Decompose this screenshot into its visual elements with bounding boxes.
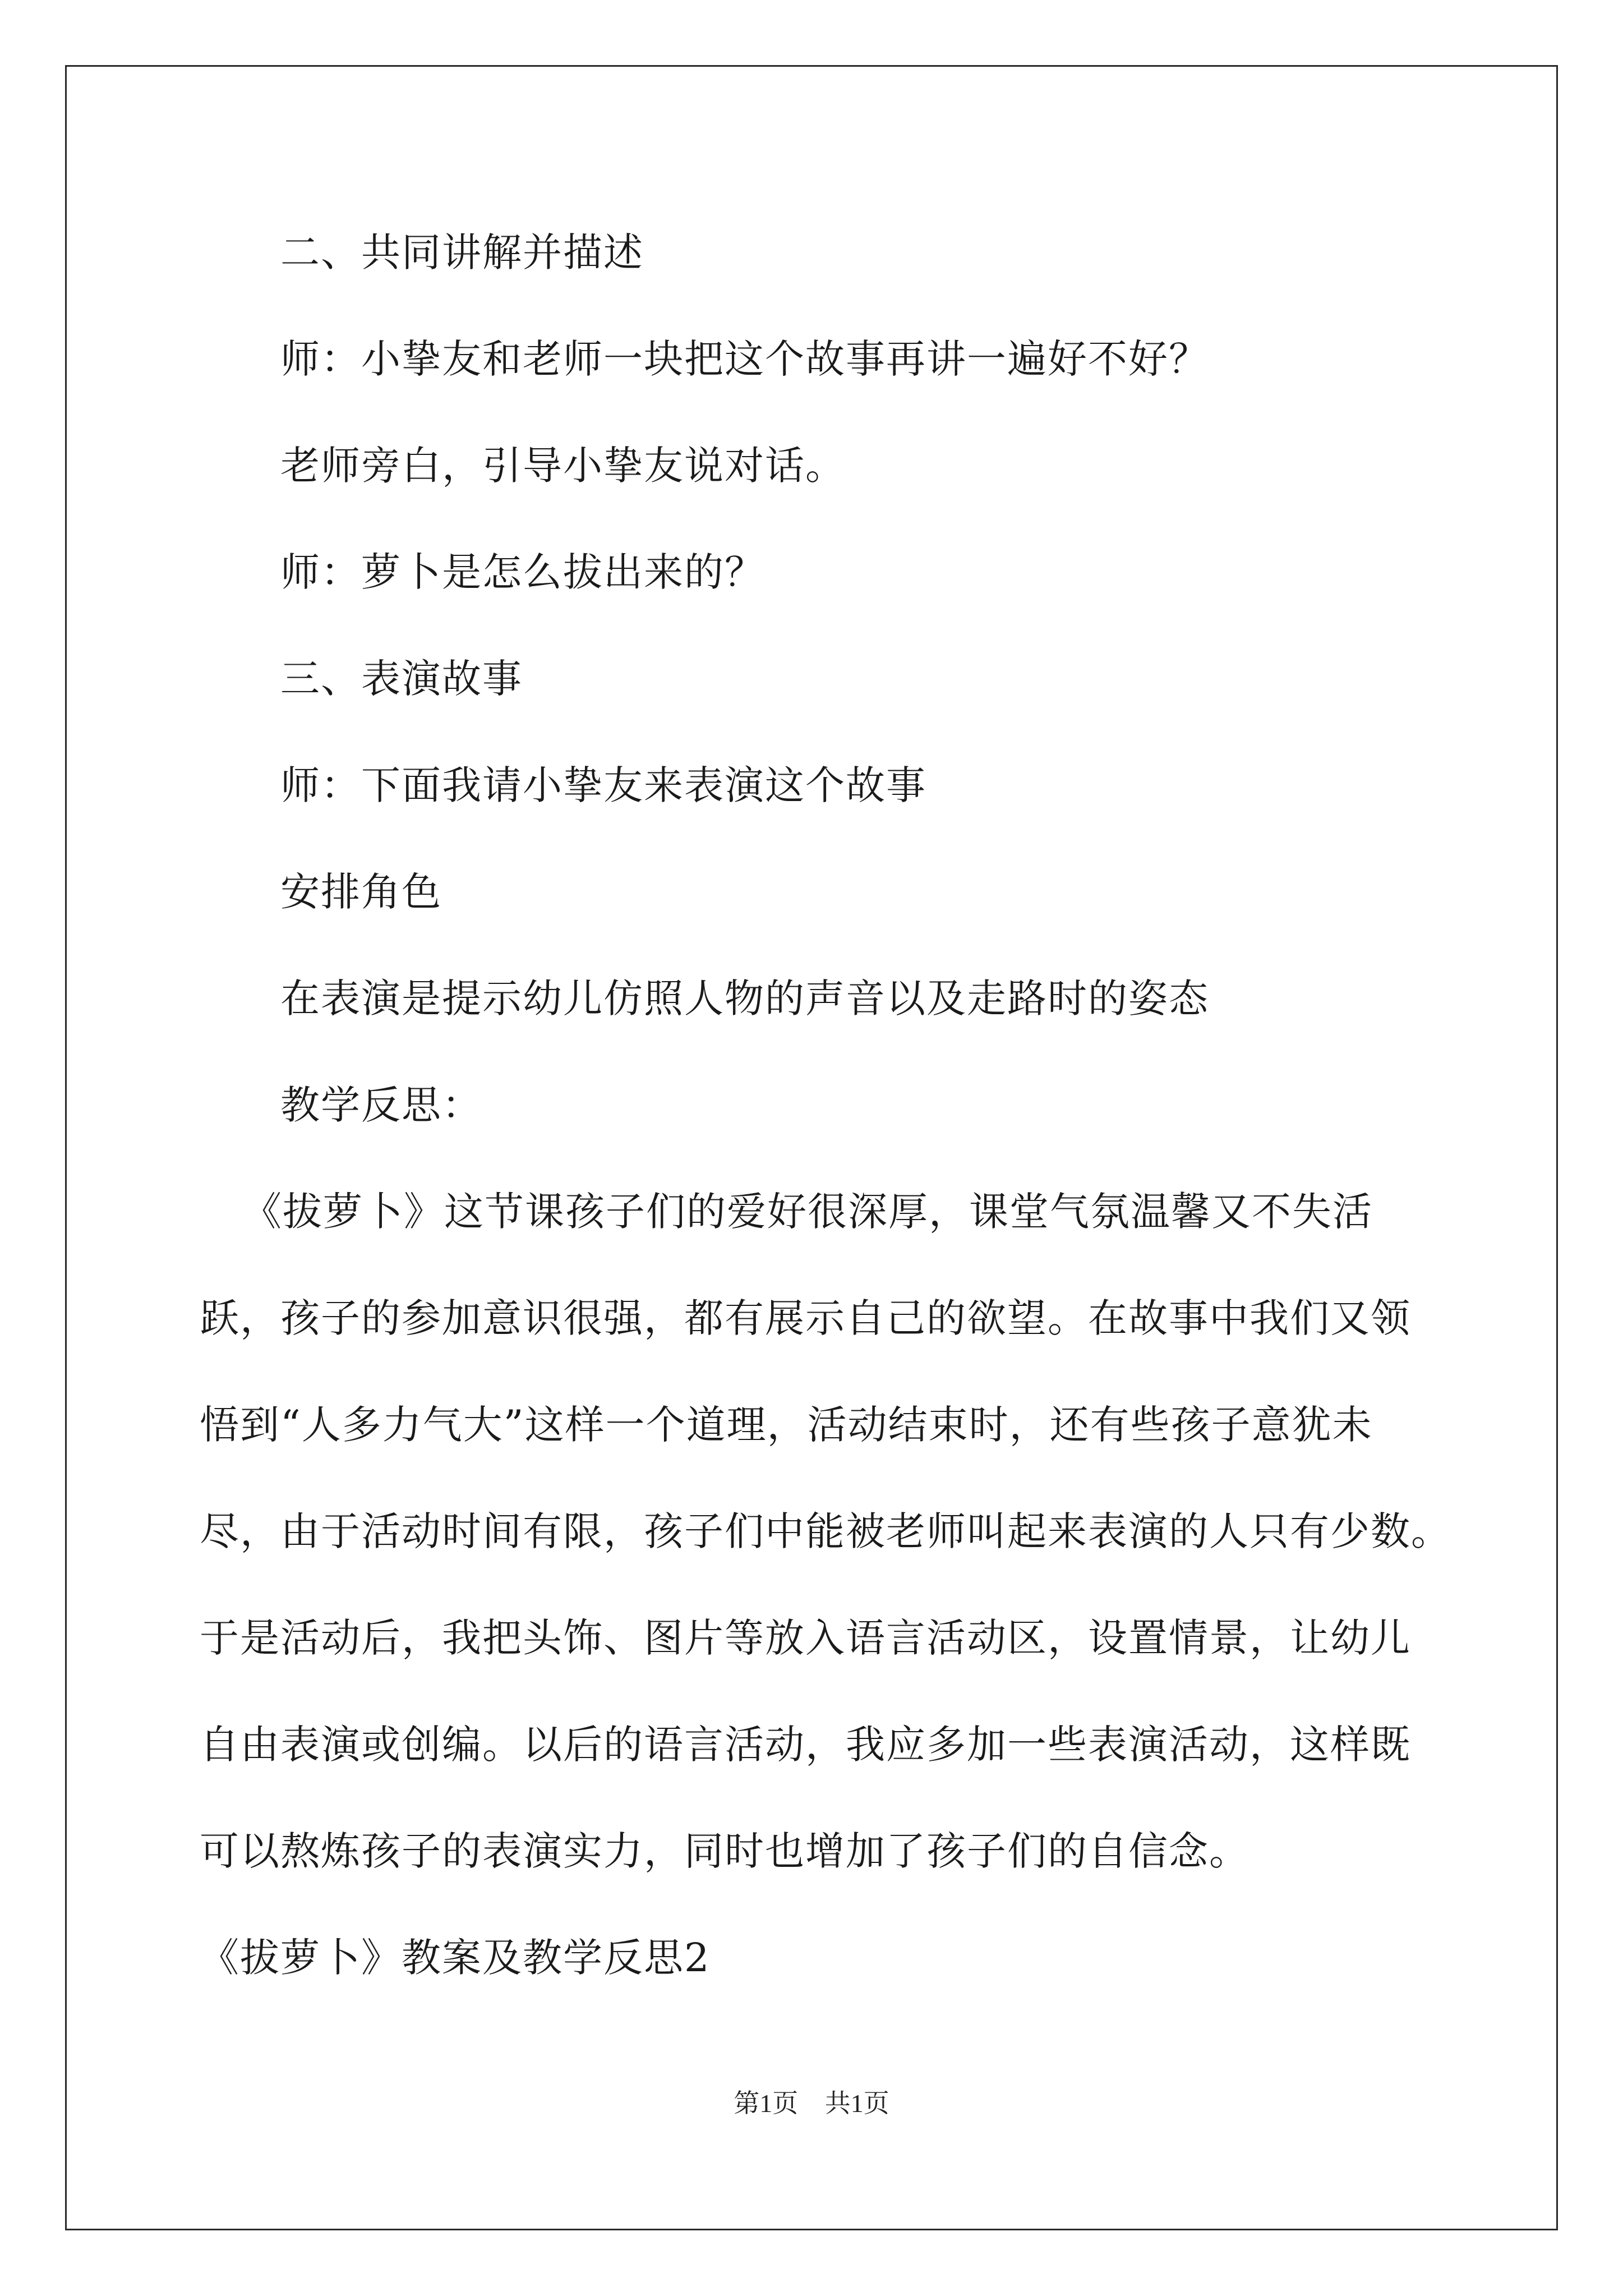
paragraph: 师：萝卜是怎么拔出来的？ [280,549,765,595]
paragraph: 师：小挚友和老师一块把这个故事再讲一遍好不好？ [280,336,1209,382]
page-footer [0,2087,1623,2120]
section-heading-3: 三、表演故事 [280,656,523,702]
page-total: 共1页 [824,2089,889,2118]
reflection-line: 自由表演或创编。以后的语言活动，我应多加一些表演活动，这样既 [200,1722,1411,1768]
reflection-heading: 教学反思： [280,1082,482,1128]
reflection-line: 尽，由于活动时间有限，孩子们中能被老师叫起来表演的人只有少数。 [200,1508,1451,1554]
page-border [65,65,1558,2230]
page-number: 第1页 [734,2089,799,2118]
section-heading-2: 二、共同讲解并描述 [280,229,644,275]
paragraph: 安排角色 [280,869,442,915]
reflection-line: 悟到“人多力气大”这样一个道理，活动结束时，还有些孩子意犹未 [200,1402,1373,1448]
reflection-line: 跃，孩子的参加意识很强，都有展示自己的欲望。在故事中我们又领 [200,1295,1411,1341]
reflection-line: 《拔萝卜》这节课孩子们的爱好很深厚，课堂气氛温馨又不失活 [242,1189,1373,1235]
paragraph: 老师旁白，引导小挚友说对话。 [280,443,846,489]
paragraph: 师：下面我请小挚友来表演这个故事 [280,762,926,808]
reflection-line: 可以熬炼孩子的表演实力，同时也增加了孩子们的自信念。 [200,1828,1249,1874]
paragraph: 在表演是提示幼儿仿照人物的声音以及走路时的姿态 [280,976,1209,1022]
next-section-title: 《拔萝卜》教案及教学反思2 [200,1935,711,1981]
reflection-line: 于是活动后，我把头饰、图片等放入语言活动区，设置情景，让幼儿 [200,1615,1411,1661]
